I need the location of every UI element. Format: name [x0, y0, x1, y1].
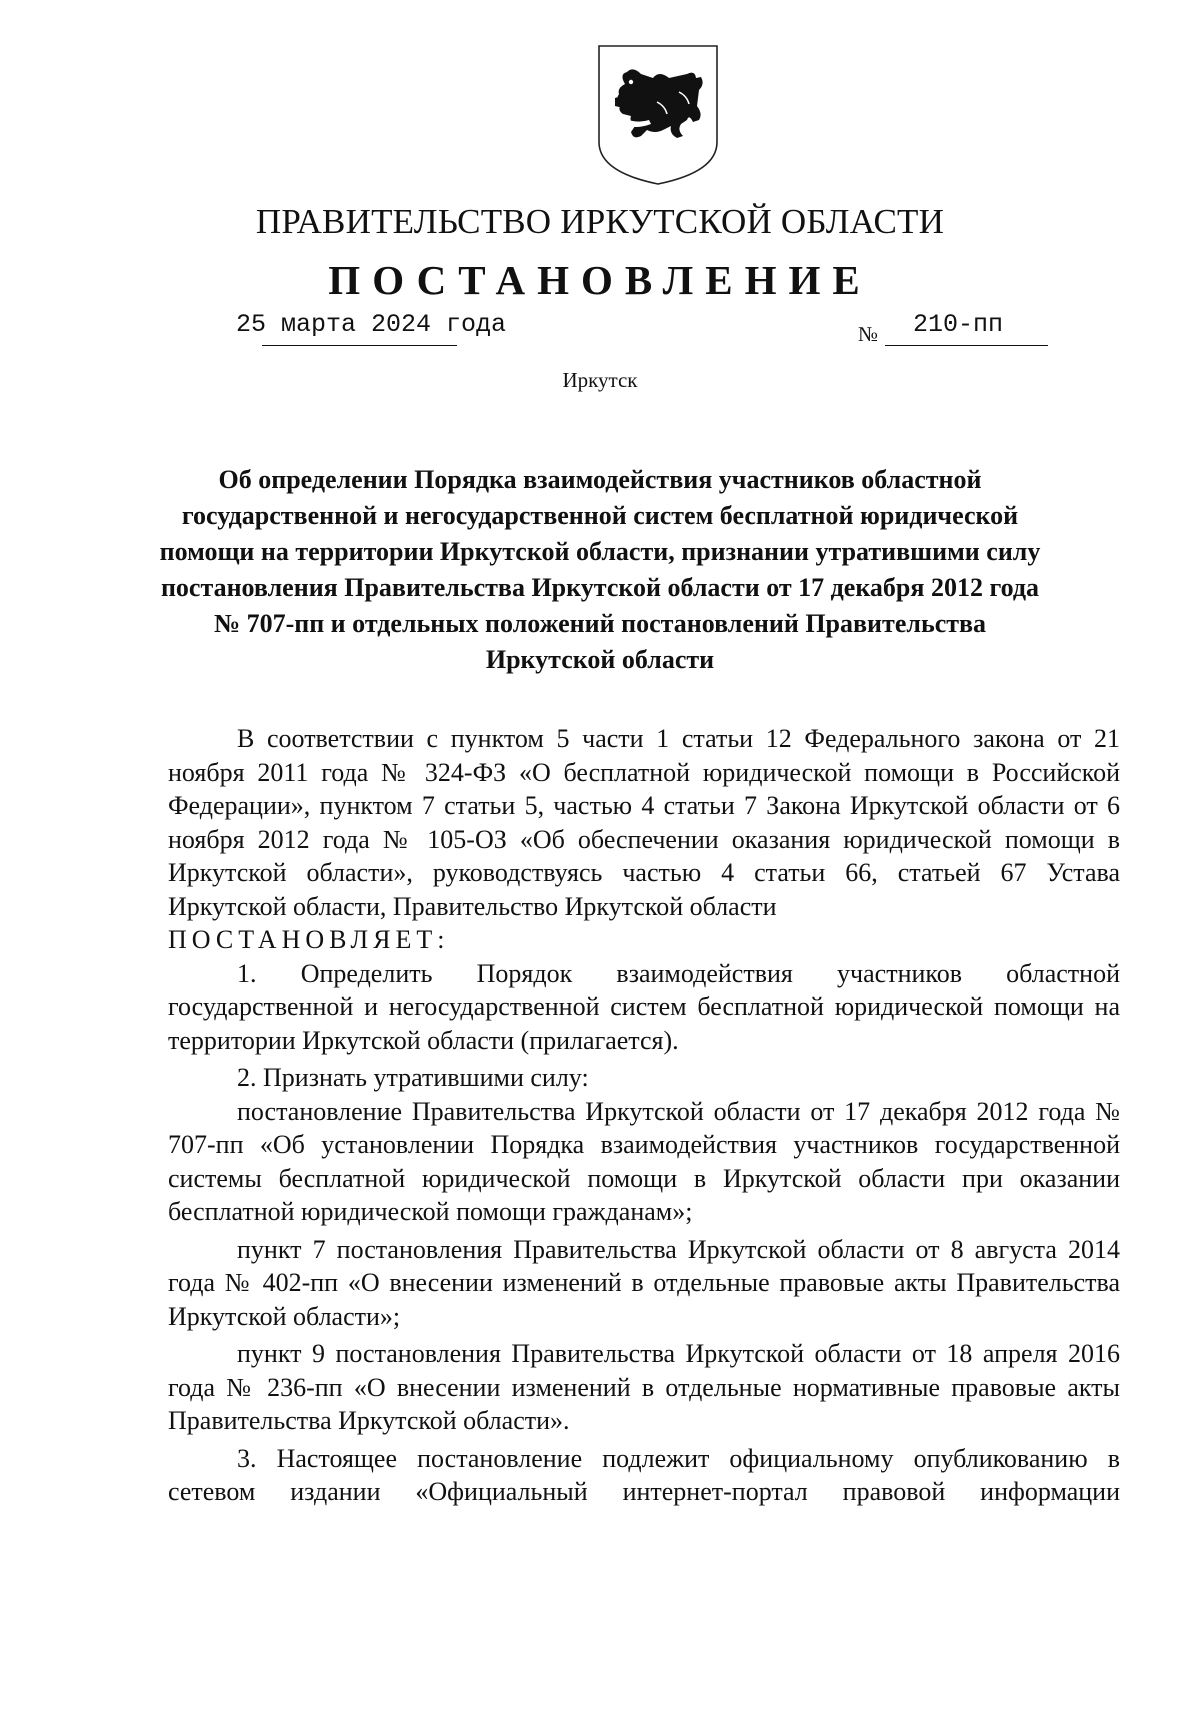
number-label: № — [858, 322, 879, 346]
resolves-heading: ПОСТАНОВЛЯЕТ: — [168, 925, 450, 954]
document-type-heading: ПОСТАНОВЛЕНИЕ — [328, 257, 872, 303]
item-1-paragraph: 1. Определить Порядок взаимодействия участников областной государственной и негосударственной систем бесплатной юридической помощи на территории Иркутской области (прилагается). — [168, 958, 1120, 1055]
document-date: 25 марта 2024 года — [236, 310, 507, 339]
item-3-paragraph: 3. Настоящее постановление подлежит официальному опубликованию в сетевом издании «Официальный интернет-портал правовой информации — [168, 1443, 1120, 1506]
item-2c-paragraph: пункт 9 постановления Правительства Иркутской области от 18 апреля 2016 года № 236-пп «О внесении изменений в отдельные нормативные правовые акты Правительства Иркутской области». — [168, 1339, 1120, 1435]
coat-of-arms-icon — [597, 44, 719, 186]
number-underline — [885, 345, 1048, 346]
document-place: Иркутск — [562, 368, 638, 392]
item-2a-paragraph: постановление Правительства Иркутской области от 17 декабря 2012 года № 707-пп «Об установлении Порядка взаимодействия участников государственной системы бесплатной юридической помощи в Иркутской области при оказании бесплатной юридической помощи гражданам»; — [168, 1096, 1120, 1226]
date-underline — [262, 345, 457, 346]
preamble-paragraph: В соответствии с пунктом 5 части 1 статьи 12 Федерального закона от 21 ноября 2011 года № 324-ФЗ «О бесплатной юридической помощи в Российской Федерации», пунктом 7 статьи 5, частью 4 статьи 7 Закона Иркутской области от 6 ноября 2012 года № 105-ОЗ «Об обеспечении оказания юридической помощи в Иркутской области», руководствуясь частью 4 статьи 66, статьей 67 Устава Иркутской области, Правительство Иркутской области — [168, 724, 1120, 921]
item-2-paragraph: 2. Признать утратившими силу: — [237, 1063, 589, 1092]
government-name: ПРАВИТЕЛЬСТВО ИРКУТСКОЙ ОБЛАСТИ — [255, 202, 945, 241]
document-body — [168, 722, 1120, 1509]
item-2b-paragraph: пункт 7 постановления Правительства Иркутской области от 8 августа 2014 года № 402-пп «О внесении изменений в отдельные правовые акты Правительства Иркутской области»; — [168, 1234, 1120, 1331]
document-title: Об определении Порядка взаимодействия участников областной государственной и негосударственной систем бесплатной юридической помощи на территории Иркутской области, признании утратившими силу постановления Правительства Иркутской области от 17 декабря 2012 года № 707-пп и отдельных положений постановлений Правительства Иркутской области — [159, 465, 1041, 674]
document-number: 210-пп — [913, 310, 1004, 339]
